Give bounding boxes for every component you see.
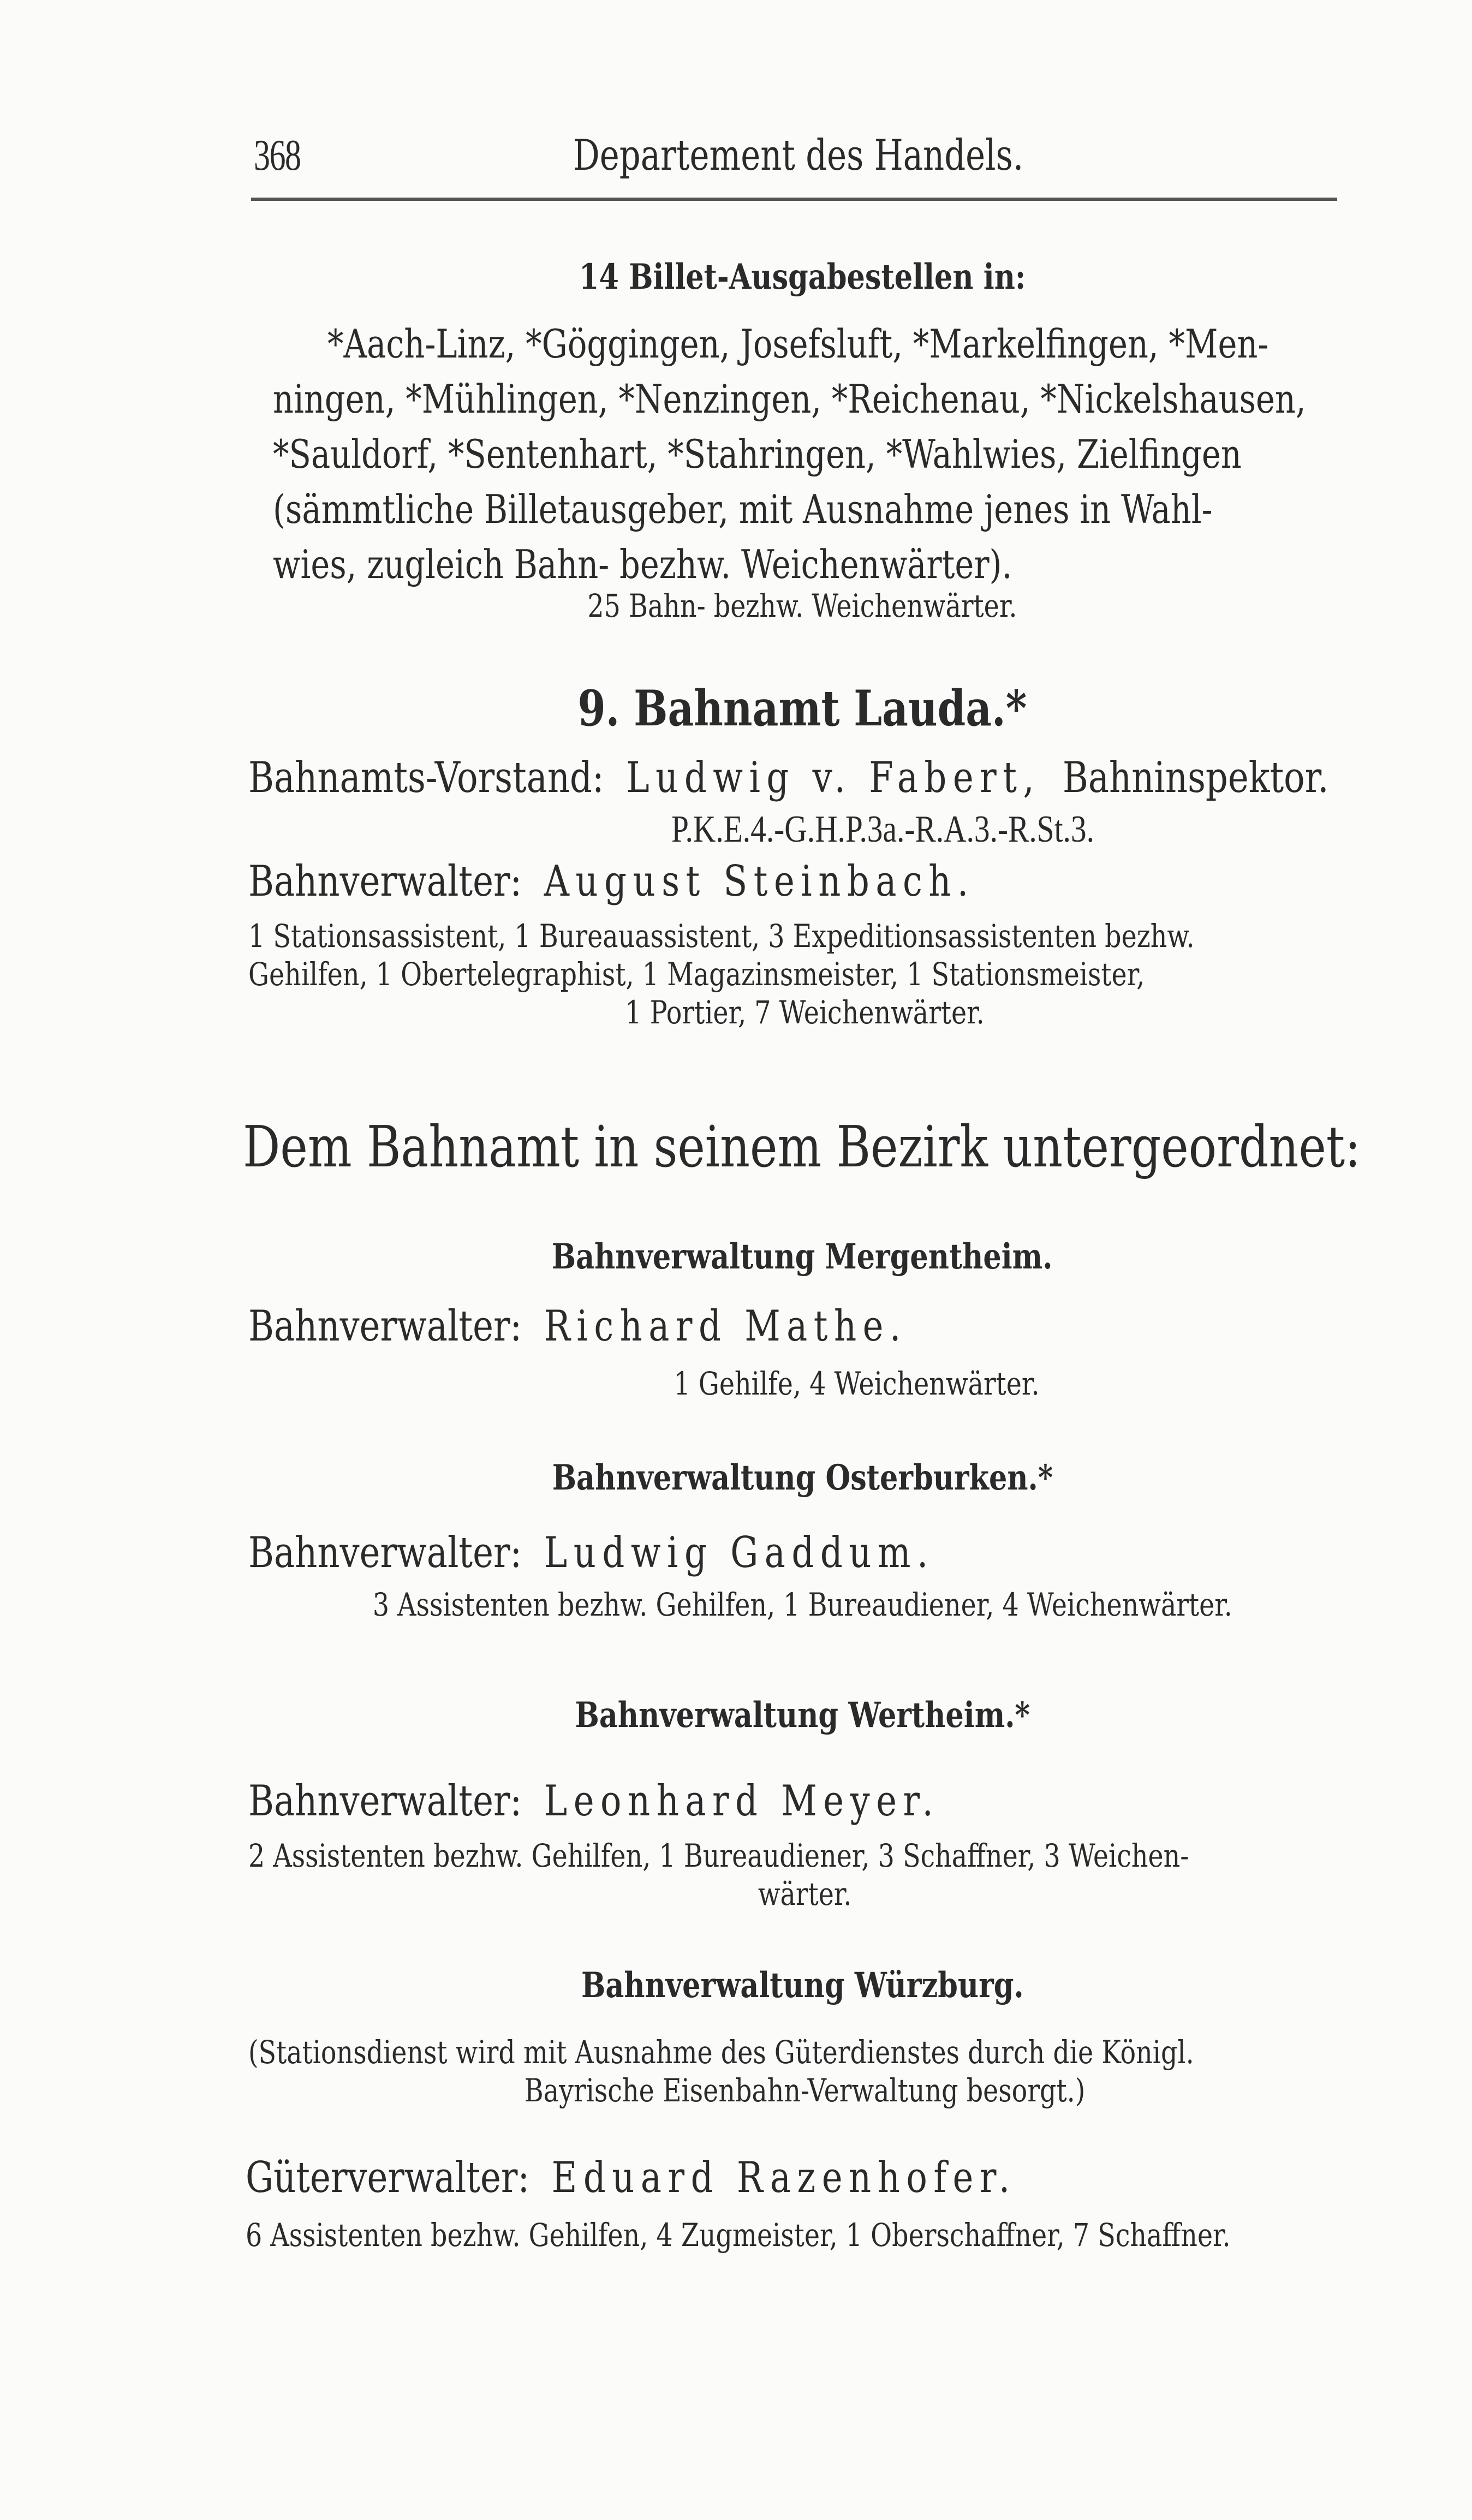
ticket-offices-list (273, 317, 1359, 592)
vorstand-orders: P.K.E.4.-G.H.P.3a.-R.A.3.-R.St.3. (671, 808, 1094, 850)
admin-mergentheim-staff: 1 Gehilfe, 4 Weichenwärter. (674, 1365, 1040, 1402)
ticket-offices-staff-note: 25 Bahn- bezhw. Weichenwärter. (587, 587, 1017, 624)
staff-line: 1 Stationsassistent, 1 Bureauassistent, 3 Expeditionsassistenten bezhw. (248, 918, 1195, 955)
vorstand-name: Ludwig v. Fabert, (626, 753, 1041, 802)
admin-wuerzburg-staff: 6 Assistenten bezhw. Gehilfen, 4 Zugmeister, 1 Oberschaffner, 7 Schaffner. (246, 2217, 1231, 2254)
verwalter-label: Bahnverwalter: (248, 1302, 522, 1351)
verwalter-name: Richard Mathe. (544, 1302, 907, 1351)
verwalter-label: Bahnverwalter: (248, 857, 522, 906)
subordinate-heading: Dem Bahnamt in seinem Bezirk untergeordnet: (243, 1113, 1361, 1180)
staff-line: 1 Portier, 7 Weichenwärter. (625, 994, 985, 1031)
admin-wuerzburg-verwalter (246, 2153, 1348, 2202)
staff-line: Gehilfen, 1 Obertelegraphist, 1 Magazinsmeister, 1 Stationsmeister, (248, 956, 1145, 993)
admin-osterburken-verwalter (248, 1528, 1351, 1577)
vorstand-label: Bahnamts-Vorstand: (248, 753, 604, 802)
verwalter-name: Leonhard Meyer. (544, 1777, 940, 1826)
admin-osterburken-staff: 3 Assistenten bezhw. Gehilfen, 1 Bureaudiener, 4 Weichenwärter. (372, 1586, 1232, 1623)
verwalter-label: Bahnverwalter: (248, 1528, 522, 1577)
verwalter-name: August Steinbach. (544, 857, 975, 906)
verwalter-label: Bahnverwalter: (248, 1777, 522, 1826)
ticket-offices-line: wies, zugleich Bahn- bezhw. Weichenwärter). (273, 541, 1012, 587)
ticket-offices-line: (sämmtliche Billetausgeber, mit Ausnahme jenes in Wahl- (273, 486, 1213, 532)
admin-wertheim-verwalter (248, 1777, 1351, 1826)
admin-osterburken-title: Bahnverwaltung Osterburken.* (552, 1457, 1053, 1498)
admin-wertheim-staff (248, 1837, 1362, 1913)
note-line: Bayrische Eisenbahn-Verwaltung besorgt.) (525, 2072, 1086, 2109)
bahnamt-lauda-title: 9. Bahnamt Lauda.* (577, 680, 1027, 737)
admin-mergentheim-title: Bahnverwaltung Mergentheim. (552, 1236, 1053, 1277)
admin-mergentheim-verwalter (248, 1302, 1351, 1351)
header-rule (251, 198, 1337, 201)
ticket-offices-line: *Sauldorf, *Sentenhart, *Stahringen, *Wahlwies, Zielfingen (273, 431, 1242, 477)
running-header (248, 131, 1340, 191)
ticket-offices-line: ningen, *Mühlingen, *Nenzingen, *Reichenau, *Nickelshausen, (273, 376, 1306, 422)
running-title: Departement des Handels. (573, 131, 1024, 180)
staff-line: wärter. (758, 1875, 852, 1913)
admin-wuerzburg-note (248, 2033, 1362, 2110)
verwalter-label: Güterverwalter: (246, 2153, 529, 2202)
staff-line: 2 Assistenten bezhw. Gehilfen, 1 Bureaudiener, 3 Schaffner, 3 Weichen- (248, 1837, 1189, 1874)
ticket-offices-line: *Aach-Linz, *Göggingen, Josefsluft, *Markelfingen, *Men- (327, 321, 1269, 367)
note-line: (Stationsdienst wird mit Ausnahme des Güterdienstes durch die Königl. (248, 2034, 1194, 2071)
verwalter-name: Ludwig Gaddum. (544, 1528, 934, 1577)
ticket-offices-heading: 14 Billet-Ausgabestellen in: (579, 257, 1026, 297)
bahnamt-vorstand-line (248, 753, 1351, 802)
admin-wuerzburg-title: Bahnverwaltung Würzburg. (581, 1965, 1024, 2006)
admin-wertheim-title: Bahnverwaltung Wertheim.* (575, 1695, 1030, 1736)
page-number: 368 (254, 132, 301, 180)
verwalter-name: Eduard Razenhofer. (551, 2153, 1016, 2202)
vorstand-title: Bahninspektor. (1062, 753, 1329, 802)
bahnamt-verwalter-line (248, 857, 1351, 906)
bahnamt-staff (248, 917, 1362, 1032)
